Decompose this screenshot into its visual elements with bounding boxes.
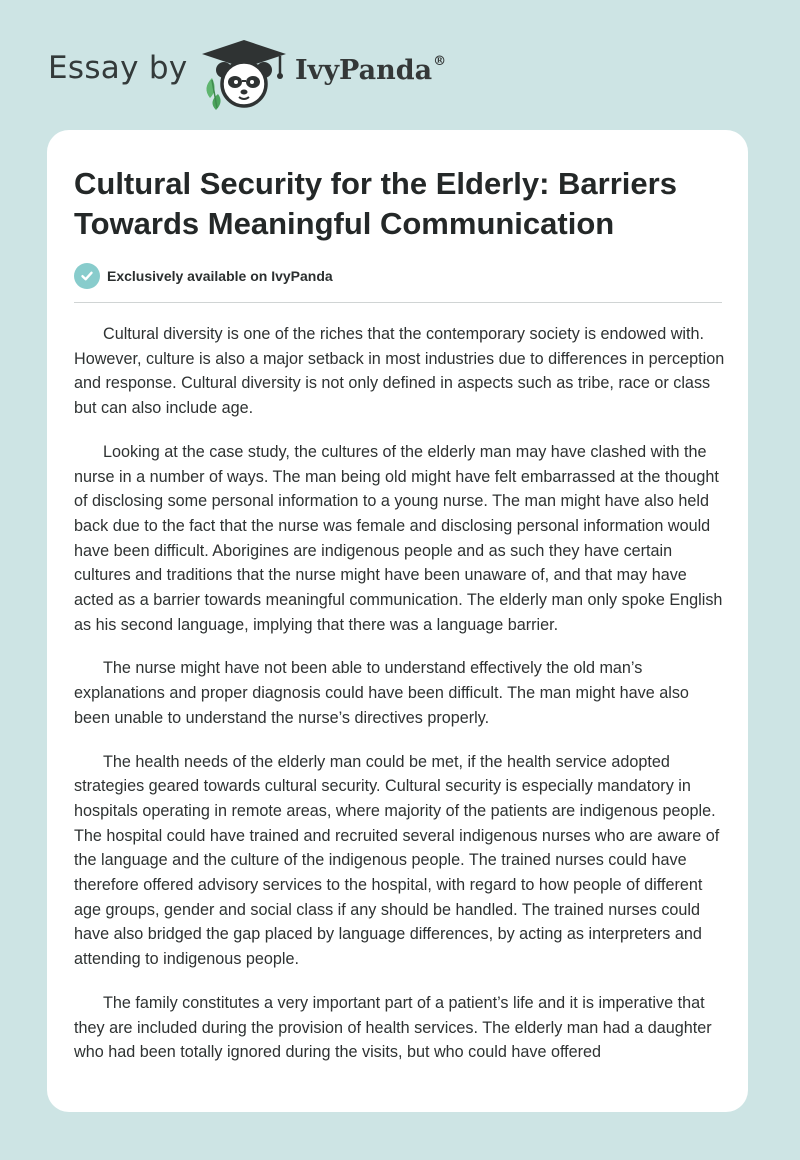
essay-body bbox=[74, 322, 726, 1084]
check-circle-icon bbox=[74, 263, 100, 289]
essay-title: Cultural Security for the Elderly: Barriers Towards Meaningful Communication bbox=[74, 166, 677, 241]
brand-name[interactable]: IvyPanda® bbox=[295, 54, 447, 86]
essay-card bbox=[47, 130, 748, 1112]
exclusive-badge bbox=[74, 263, 333, 289]
paragraph: Cultural diversity is one of the riches that the contemporary society is endowed with. However, culture is also a major setback in most industries due to differences in perception and response. Cultural diversity is not only defined in aspects such as tribe, race or class but can also include age. bbox=[74, 325, 725, 418]
paragraph: The health needs of the elderly man could be met, if the health service adopted strategies geared towards cultural security. Cultural security is especially mandatory in hospitals operating in remote areas, where majority of the patients are indigenous people. The hospital could have trained and recruited several indigenous nurses who are aware of the language and the culture of the indigenous people. The trained nurses could have therefore offered advisory services to the hospital, with regard to how people of different age groups, gender and social class if any should be handled. The trained nurses could have also bridged the gap placed by language differences, by acting as interpreters and attending to indigenous people. bbox=[74, 752, 720, 969]
paragraph: Looking at the case study, the cultures of the elderly man may have clashed with the nurse in a number of ways. The man being old might have felt embarrassed at the thought of disclosing some personal information to a young nurse. The man might have also held back due to the fact that the nurse was female and disclosing personal information would have been difficult. Aborigines are indigenous people and as such they have certain cultures and traditions that the nurse might have been unaware of, and that may have acted as a barrier towards meaningful communication. The elderly man only spoke English as his second language, implying that there was a language barrier. bbox=[74, 442, 723, 634]
graduation-panda-icon[interactable] bbox=[198, 34, 290, 110]
badge-text: Exclusively available on IvyPanda bbox=[107, 268, 333, 284]
essay-by-label: Essay by bbox=[48, 50, 188, 86]
divider bbox=[74, 302, 722, 303]
paragraph: The nurse might have not been able to understand effectively the old man’s explanations and proper diagnosis could have been difficult. The man might have also been unable to understand the nurse’s directives properly. bbox=[74, 659, 689, 727]
site-header bbox=[0, 0, 800, 130]
paragraph: The family constitutes a very important part of a patient’s life and it is imperative that they are included during the provision of health services. The elderly man had a daughter who had been totally ignored during the visits, but who could have offered bbox=[74, 993, 712, 1062]
registered-mark: ® bbox=[433, 54, 447, 69]
